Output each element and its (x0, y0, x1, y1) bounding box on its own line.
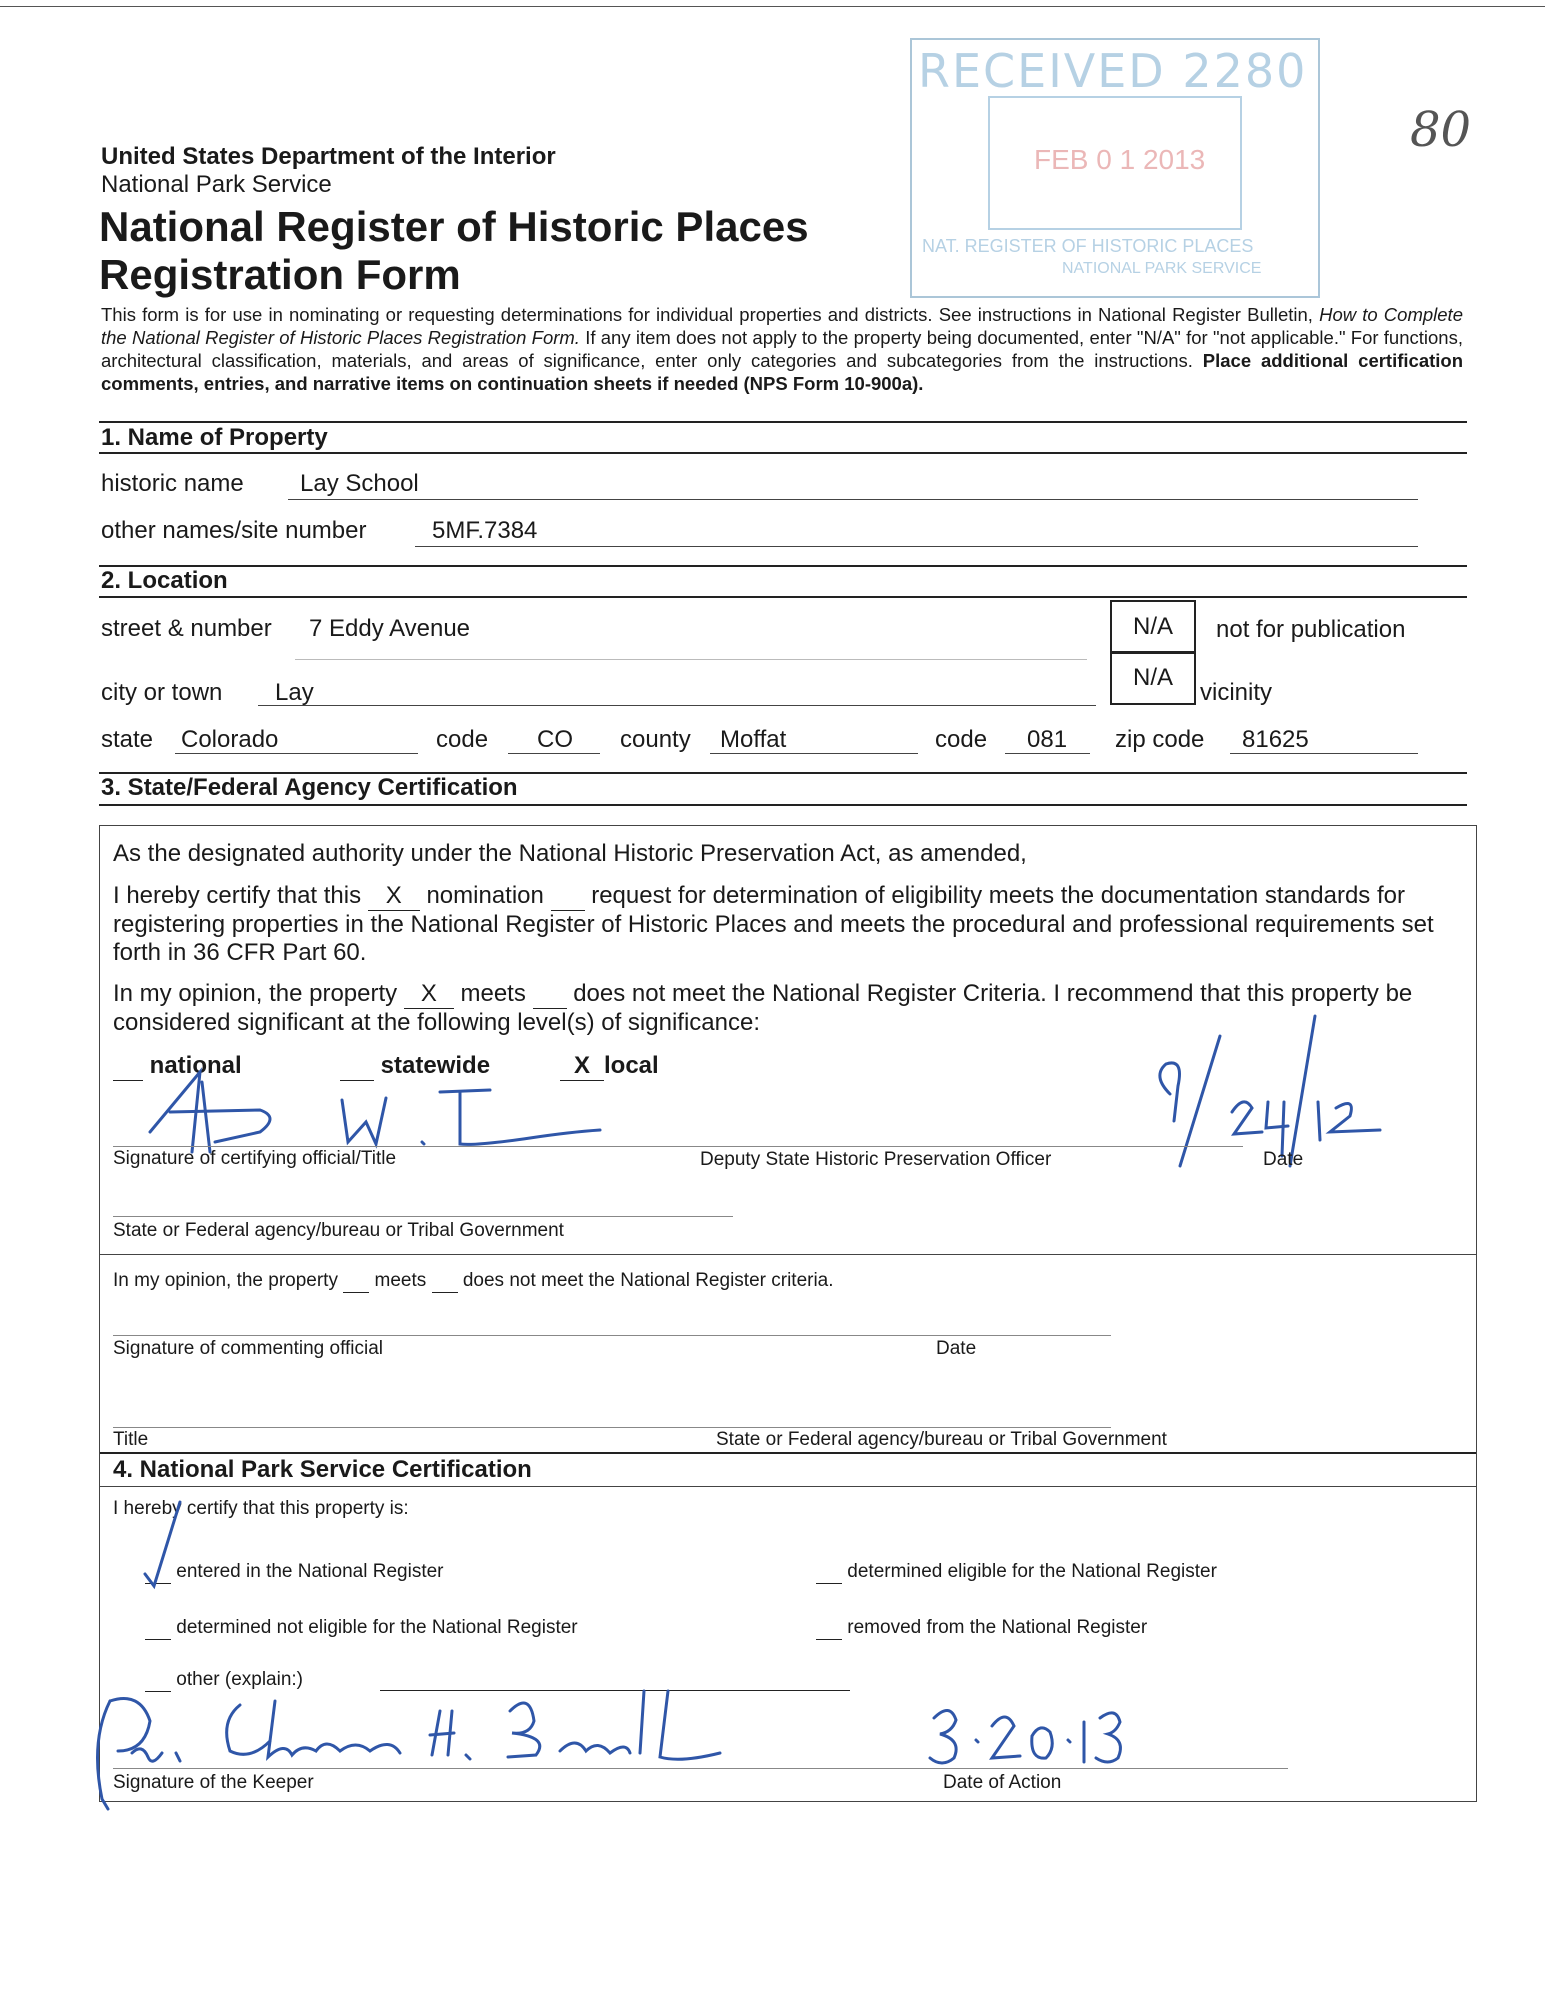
certify-b: nomination (419, 882, 551, 909)
street-label: street & number (101, 615, 272, 642)
comment-divider (100, 1254, 1476, 1255)
stamp-line2: NATIONAL PARK SERVICE (1062, 260, 1262, 277)
keeper-signature-line (113, 1768, 1288, 1769)
certifying-signature-label: Signature of certifying official/Title (113, 1148, 397, 1169)
state-code-field[interactable]: CO (537, 726, 573, 753)
top-border (0, 6, 1545, 7)
comment-b: meets (369, 1270, 432, 1291)
title-line (113, 1427, 1111, 1428)
historic-name-underline (288, 499, 1418, 500)
certification-box (99, 825, 1477, 1802)
historic-name-field[interactable]: Lay School (300, 470, 419, 497)
section4-heading: 4. National Park Service Certification (113, 1456, 532, 1483)
not-for-publication-label: not for publication (1216, 616, 1406, 643)
removed-check[interactable] (816, 1617, 842, 1640)
vicinity-label: vicinity (1200, 679, 1273, 706)
section1-heading: 1. Name of Property (101, 424, 328, 451)
certifying-official-title: Deputy State Historic Preservation Officer (700, 1149, 1052, 1170)
section1-rule-top (99, 421, 1467, 423)
comment-signature-line (113, 1335, 1111, 1336)
opinion-c: does not meet the National Register Criteria. I recommend that this property be considered significant at the following level(s) of significance: (113, 980, 1413, 1036)
section3-heading: 3. State/Federal Agency Certification (101, 774, 518, 801)
nomination-check[interactable]: X (368, 882, 420, 911)
county-field[interactable]: Moffat (720, 726, 787, 753)
street-underline (295, 659, 1087, 660)
removed-label: removed from the National Register (847, 1617, 1148, 1638)
certify-a: I hereby certify that this (113, 882, 368, 909)
opinion-b: meets (453, 980, 533, 1007)
zip-label: zip code (1115, 726, 1205, 753)
national-label: national (149, 1052, 242, 1079)
title-label: Title (113, 1429, 149, 1450)
intro-p1: This form is for use in nominating or requesting determinations for individual properties and districts. See instructions in National Register Bulletin, (101, 304, 1320, 325)
section4-rule-top (100, 1452, 1476, 1454)
county-code-label: code (935, 726, 988, 753)
margin-note: 80 (1410, 102, 1472, 158)
intro-p2-bold: Place additional certification comments, entries, and narrative items on continuation sheets if needed (NPS Form 10-900a). (101, 350, 1464, 394)
does-not-meet-check[interactable] (533, 980, 567, 1009)
local-label: local (604, 1052, 659, 1079)
comment-agency-label: State or Federal agency/bureau or Tribal Government (716, 1429, 1167, 1450)
option-eligible (816, 1561, 1217, 1584)
city-label: city or town (101, 679, 223, 706)
other-label: other (explain:) (176, 1669, 304, 1690)
eligible-label: determined eligible for the National Register (847, 1561, 1217, 1582)
entered-label: entered in the National Register (176, 1561, 444, 1582)
certify-c: request for determination of eligibility meets the documentation standards for registering properties in the National Register of Historic Places and meets the procedural and professional requirements set forth in 36 CFR Part 60. (113, 882, 1434, 966)
vicinity-box[interactable]: N/A (1110, 651, 1196, 705)
comment-not-meet-check[interactable] (432, 1270, 458, 1293)
option-removed (816, 1617, 1147, 1640)
action-date-handwriting (920, 1696, 1140, 1776)
entered-checkmark (140, 1502, 240, 1592)
stamp-line1: NAT. REGISTER OF HISTORIC PLACES (922, 236, 1254, 256)
county-label: county (620, 726, 691, 753)
authority-statement: As the designated authority under the National Historic Preservation Act, as amended, (113, 840, 1027, 867)
form-title-line1: National Register of Historic Places (99, 203, 809, 250)
historic-name-label: historic name (101, 470, 244, 497)
section3-rule-bottom (99, 804, 1467, 806)
statewide-label: statewide (380, 1052, 491, 1079)
agency-line (113, 1216, 733, 1217)
agency-name: National Park Service (101, 171, 332, 198)
comment-signature-label: Signature of commenting official (113, 1338, 384, 1359)
received-stamp (910, 38, 1320, 298)
action-date-label: Date of Action (943, 1772, 1062, 1793)
zip-field[interactable]: 81625 (1242, 726, 1309, 753)
opinion-a: In my opinion, the property (113, 980, 404, 1007)
comment-meets-check[interactable] (343, 1270, 369, 1293)
certifying-signature (130, 1062, 710, 1162)
not-for-publication-box[interactable]: N/A (1110, 600, 1196, 654)
local-check[interactable]: X (560, 1052, 604, 1081)
meets-check[interactable]: X (404, 980, 454, 1009)
certifying-signature-line (113, 1146, 1243, 1147)
agency-label: State or Federal agency/bureau or Tribal Government (113, 1220, 564, 1241)
intro-paragraph (101, 303, 1463, 395)
county-code-field[interactable]: 081 (1027, 726, 1068, 753)
county-code-underline (1005, 753, 1090, 754)
certifying-date-label: Date (1263, 1149, 1304, 1170)
not-eligible-check[interactable] (145, 1617, 171, 1640)
county-underline (710, 753, 918, 754)
state-underline (175, 753, 418, 754)
other-names-field[interactable]: 5MF.7384 (432, 517, 538, 544)
comment-c: does not meet the National Register criteria. (457, 1270, 834, 1291)
comment-date-label: Date (936, 1338, 977, 1359)
state-code-underline (508, 753, 600, 754)
city-field[interactable]: Lay (275, 679, 314, 706)
zip-underline (1230, 753, 1418, 754)
street-field[interactable]: 7 Eddy Avenue (309, 615, 471, 642)
section2-rule-bottom (99, 596, 1467, 598)
comment-a: In my opinion, the property (113, 1270, 344, 1291)
section4-rule-bottom (100, 1486, 1476, 1487)
form-title-line2: Registration Form (99, 251, 461, 298)
section2-rule-top (99, 565, 1467, 567)
intro-p2: If any item does not apply to the property being documented, enter "N/A" for "not applicable." For functions, architectural classification, materials, and areas of significance, enter only categories and subcategories from the instructions. (101, 327, 1463, 371)
eligible-check[interactable] (816, 1561, 842, 1584)
keeper-signature-label: Signature of the Keeper (113, 1772, 314, 1793)
section2-heading: 2. Location (101, 567, 228, 594)
state-label: state (101, 726, 154, 753)
certify-statement (113, 882, 1463, 967)
comment-opinion (113, 1270, 834, 1293)
stamp-date: FEB 0 1 2013 (1034, 144, 1206, 175)
not-eligible-label: determined not eligible for the National Register (176, 1617, 578, 1638)
section1-rule-bottom (99, 452, 1467, 454)
stamp-received-text: RECEIVED 2280 (918, 44, 1308, 98)
other-names-underline (415, 546, 1418, 547)
form-title (99, 203, 879, 299)
state-field[interactable]: Colorado (181, 726, 279, 753)
nps-certify-statement: I hereby certify that this property is: (113, 1498, 409, 1519)
option-not-eligible (145, 1617, 578, 1640)
intro-p1-italic: How to Complete the National Register of Historic Places Registration Form. (101, 304, 1463, 348)
other-names-label: other names/site number (101, 517, 367, 544)
department-name: United States Department of the Interior (101, 143, 556, 170)
request-check[interactable] (551, 882, 585, 911)
state-code-label: code (436, 726, 489, 753)
city-underline (258, 705, 1096, 706)
